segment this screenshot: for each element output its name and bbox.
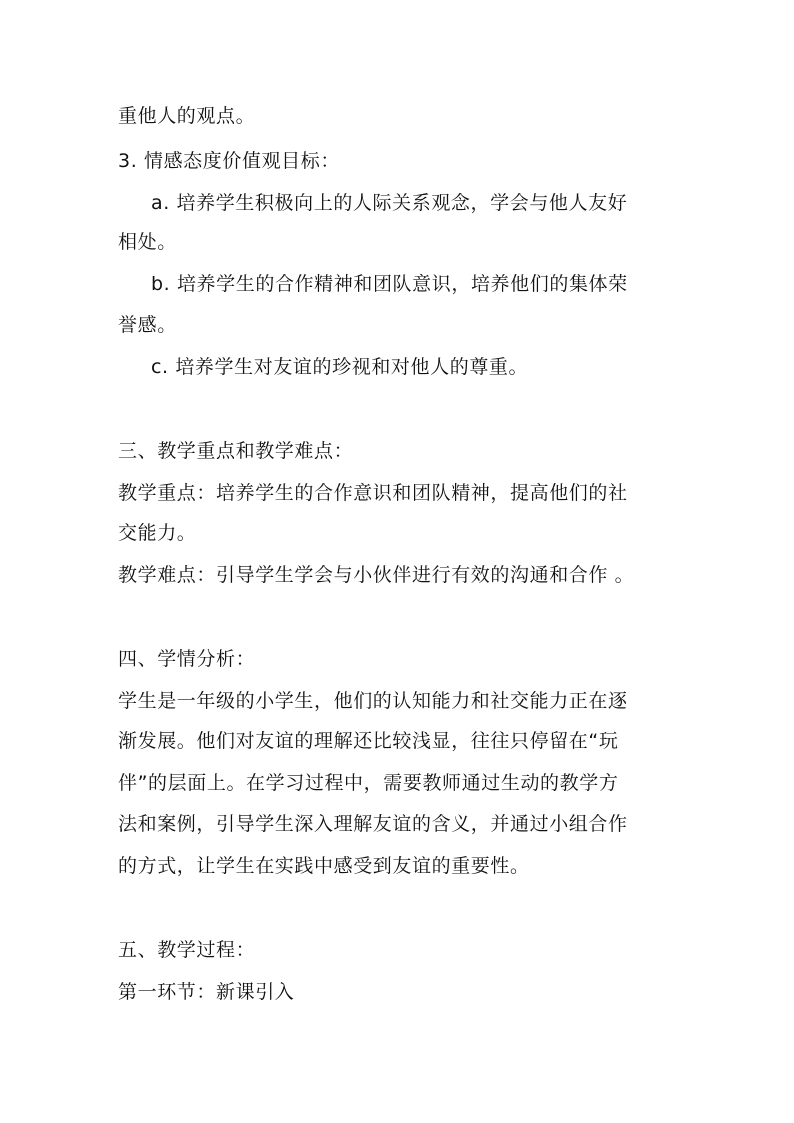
analysis-line-3: 伴”的层面上。在学习过程中，需要教师通过生动的教学方: [118, 772, 619, 794]
section-heading-teaching-process: 五、教学过程：: [118, 939, 256, 961]
section-heading-key-points: 三、教学重点和教学难点：: [118, 440, 354, 462]
analysis-line-1: 学生是一年级的小学生，他们的认知能力和社交能力正在逐: [118, 690, 628, 712]
teaching-key-point: 教学重点：培养学生的合作意识和团队精神，提高他们的社: [118, 482, 628, 504]
goal-item-b: b. 培养学生的合作精神和团队意识，培养他们的集体荣: [151, 273, 628, 295]
analysis-line-4: 法和案例，引导学生深入理解友谊的含义，并通过小组合作: [118, 813, 628, 835]
goal-item-a-continuation: 相处。: [118, 231, 177, 253]
goal-item-b-continuation: 誉感。: [118, 314, 177, 336]
text-line-continuation: 重他人的观点。: [118, 105, 256, 127]
analysis-line-2: 渐发展。他们对友谊的理解还比较浅显，往往只停留在“玩: [118, 730, 619, 752]
goal-item-a: a. 培养学生积极向上的人际关系观念，学会与他人友好: [151, 192, 628, 214]
section-heading-student-analysis: 四、学情分析：: [118, 648, 256, 670]
teaching-key-point-continuation: 交能力。: [118, 522, 197, 544]
analysis-line-5: 的方式，让学生在实践中感受到友谊的重要性。: [118, 855, 530, 877]
teaching-difficult-point: 教学难点：引导学生学会与小伙伴进行有效的沟通和合作 。: [118, 564, 635, 586]
section-heading-affective-goals: 3. 情感态度价值观目标：: [118, 150, 340, 172]
goal-item-c: c. 培养学生对友谊的珍视和对他人的尊重。: [151, 356, 529, 378]
process-step-1: 第一环节：新课引入: [118, 981, 295, 1003]
